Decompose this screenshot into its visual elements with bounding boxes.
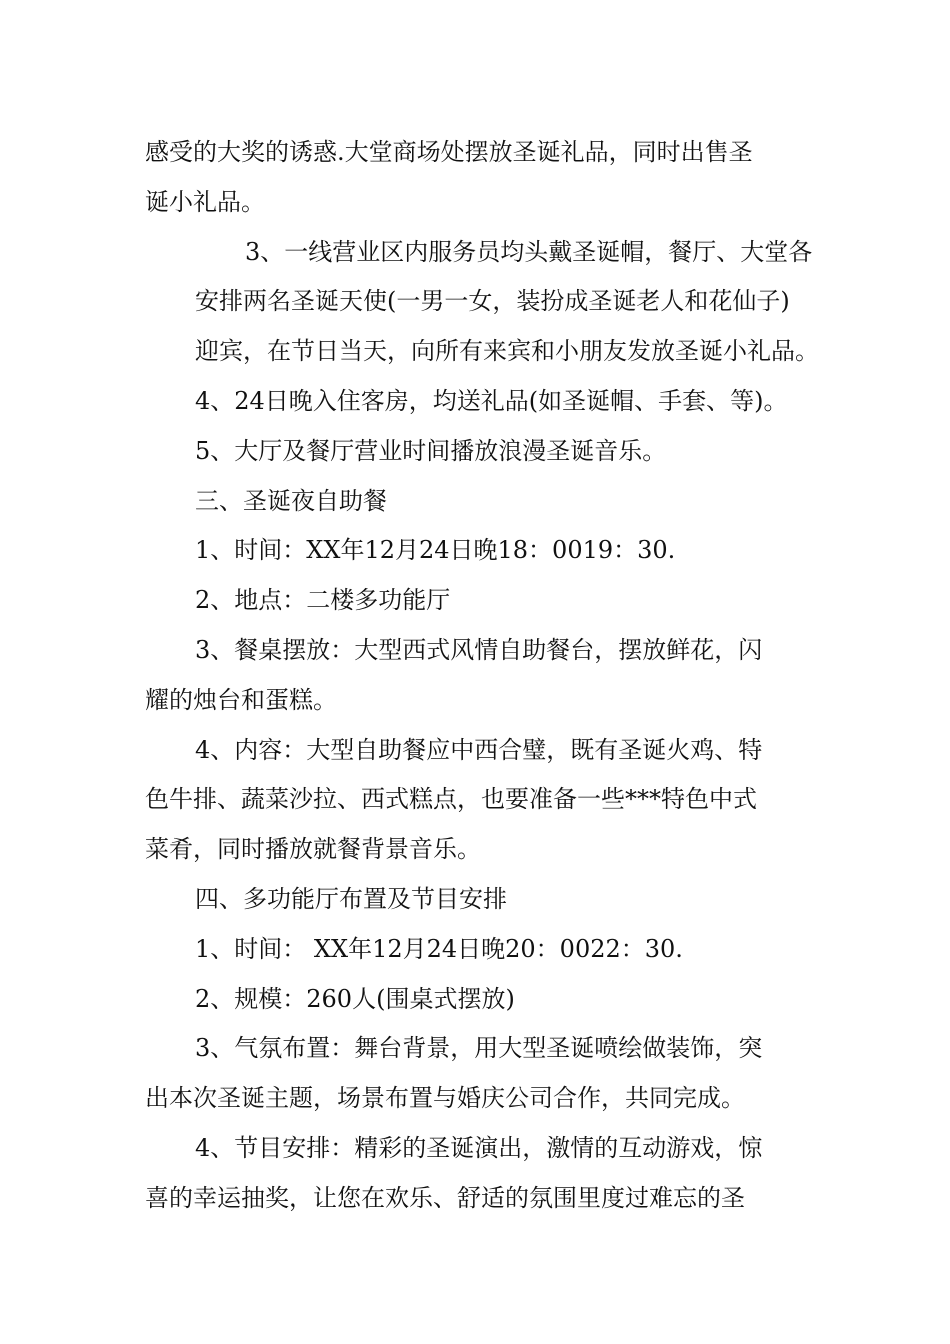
text-line: 色牛排、蔬菜沙拉、西式糕点，也要准备一些***特色中式 — [145, 785, 757, 814]
text-line: 3、气氛布置：舞台背景，用大型圣诞喷绘做装饰，突 — [195, 1034, 763, 1063]
text-line: 三、圣诞夜自助餐 — [195, 486, 387, 515]
text-line: 2、地点：二楼多功能厅 — [195, 586, 451, 615]
text-line: 感受的大奖的诱惑.大堂商场处摆放圣诞礼品，同时出售圣 — [145, 138, 753, 166]
paragraph-buffet-time — [145, 526, 815, 576]
text-line: 迎宾，在节日当天，向所有来宾和小朋友发放圣诞小礼品。 — [195, 337, 819, 366]
paragraph-item-4-rooms — [145, 377, 815, 427]
text-line: 1、时间： XX年12月24日晚20：0022：30. — [195, 934, 683, 963]
text-line: 喜的幸运抽奖，让您在欢乐、舒适的氛围里度过难忘的圣 — [145, 1183, 745, 1212]
paragraph-continuation — [145, 128, 815, 228]
text-line: 出本次圣诞主题，场景布置与婚庆公司合作，共同完成。 — [145, 1084, 745, 1113]
paragraph-buffet-content — [145, 726, 815, 875]
text-line: 安排两名圣诞天使(一男一女，装扮成圣诞老人和花仙子) — [195, 287, 790, 316]
text-line: 4、节目安排：精彩的圣诞演出，激情的互动游戏，惊 — [195, 1133, 763, 1162]
document-body — [145, 128, 819, 1224]
text-line: 耀的烛台和蛋糕。 — [145, 685, 337, 714]
paragraph-hall-decoration — [145, 1024, 815, 1124]
text-line: 3、一线营业区内服务员均头戴圣诞帽，餐厅、大堂各 — [245, 237, 813, 266]
paragraph-hall-program — [145, 1124, 815, 1224]
text-line: 诞小礼品。 — [145, 187, 265, 216]
text-line: 1、时间：XX年12月24日晚18：0019：30. — [195, 536, 676, 565]
text-line: 3、餐桌摆放：大型西式风情自助餐台，摆放鲜花，闪 — [195, 635, 763, 664]
paragraph-hall-time — [145, 925, 815, 975]
section-heading-buffet — [145, 477, 815, 527]
text-line: 5、大厅及餐厅营业时间播放浪漫圣诞音乐。 — [195, 436, 667, 465]
text-line: 4、内容：大型自助餐应中西合璧，既有圣诞火鸡、特 — [195, 735, 763, 764]
paragraph-buffet-location — [145, 576, 815, 626]
text-line: 四、多功能厅布置及节目安排 — [195, 884, 507, 913]
section-heading-hall — [145, 875, 815, 925]
paragraph-hall-scale — [145, 975, 815, 1025]
text-line: 4、24日晚入住客房，均送礼品(如圣诞帽、手套、等)。 — [195, 386, 788, 415]
text-line: 2、规模：260人(围桌式摆放) — [195, 984, 515, 1013]
paragraph-buffet-tables — [145, 626, 815, 726]
text-line: 菜肴，同时播放就餐背景音乐。 — [145, 835, 481, 864]
paragraph-item-3-staff — [145, 228, 819, 377]
paragraph-item-5-music — [145, 427, 815, 477]
